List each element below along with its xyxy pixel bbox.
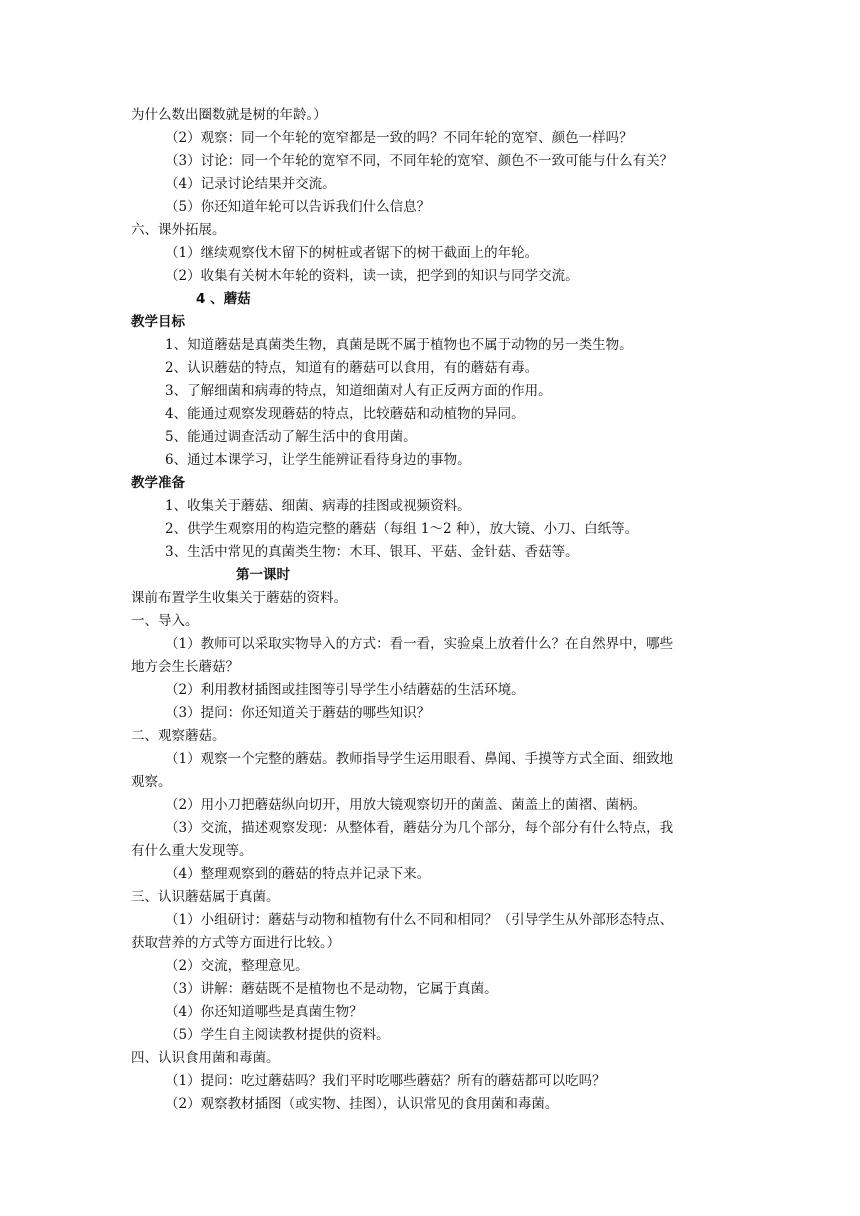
text-line: （1）观察一个完整的蘑菇。教师指导学生运用眼看、鼻闻、手摸等方式全面、细致地 — [165, 751, 674, 767]
text-line: （4）整理观察到的蘑菇的特点并记录下来。 — [165, 866, 431, 882]
text-line: （2）利用教材插图或挂图等引导学生小结蘑菇的生活环境。 — [165, 682, 525, 698]
preparation-heading: 教学准备 — [131, 475, 185, 491]
text-line: 获取营养的方式等方面进行比较。） — [131, 935, 341, 951]
section-heading: 六、课外拓展。 — [131, 222, 226, 238]
text-line: （4）记录讨论结果并交流。 — [165, 176, 336, 192]
text-line: （4）你还知道哪些是真菌生物？ — [165, 1004, 363, 1020]
text-line: （2）观察教材插图（或实物、挂图），认识常见的食用菌和毒菌。 — [165, 1096, 559, 1112]
text-line: （3）讲解：蘑菇既不是植物也不是动物，它属于真菌。 — [165, 981, 498, 997]
text-line: （3）交流，描述观察发现：从整体看，蘑菇分为几个部分，每个部分有什么特点，我 — [165, 820, 674, 836]
text-line: （3）提问：你还知道关于蘑菇的哪些知识？ — [165, 705, 431, 721]
text-line: 地方会生长蘑菇？ — [131, 659, 239, 675]
section-heading: 四、认识食用菌和毒菌。 — [131, 1050, 280, 1066]
objective-item: 4、能通过观察发现蘑菇的特点，比较蘑菇和动植物的异同。 — [165, 406, 525, 422]
text-line: （2）交流，整理意见。 — [165, 958, 309, 974]
text-line: （2）观察：同一个年轮的宽窄都是一致的吗？不同年轮的宽窄、颜色一样吗？ — [165, 130, 633, 146]
section-heading: 三、认识蘑菇属于真菌。 — [131, 889, 280, 905]
text-line: 观察。 — [131, 774, 172, 790]
preparation-item: 1、收集关于蘑菇、细菌、病毒的挂图或视频资料。 — [165, 498, 471, 514]
objective-item: 3、了解细菌和病毒的特点，知道细菌对人有正反两方面的作用。 — [165, 383, 552, 399]
text-line: （5）你还知道年轮可以告诉我们什么信息？ — [165, 199, 431, 215]
text-line: （1）提问：吃过蘑菇吗？我们平时吃哪些蘑菇？所有的蘑菇都可以吃吗？ — [165, 1073, 606, 1089]
text-line: （2）收集有关树木年轮的资料，读一读，把学到的知识与同学交流。 — [165, 268, 579, 284]
preparation-item: 3、生活中常见的真菌类生物：木耳、银耳、平菇、金针菇、香菇等。 — [165, 544, 579, 560]
text-line: 为什么数出圈数就是树的年龄。） — [131, 107, 327, 123]
objective-item: 6、通过本课学习，让学生能辨证看待身边的事物。 — [165, 452, 471, 468]
section-heading: 二、观察蘑菇。 — [131, 728, 226, 744]
text-line: （3）讨论：同一个年轮的宽窄不同，不同年轮的宽窄、颜色不一致可能与什么有关？ — [165, 153, 674, 169]
text-line: 有什么重大发现等。 — [131, 843, 253, 859]
text-line: （1）小组研讨：蘑菇与动物和植物有什么不同和相同？（引导学生从外部形态特点、 — [165, 912, 674, 928]
objectives-heading: 教学目标 — [131, 314, 185, 330]
text-line: 课前布置学生收集关于蘑菇的资料。 — [131, 590, 347, 606]
text-line: （1）继续观察伐木留下的树桩或者锯下的树干截面上的年轮。 — [165, 245, 539, 261]
text-line: （2）用小刀把蘑菇纵向切开，用放大镜观察切开的菌盖、菌盖上的菌褶、菌柄。 — [165, 797, 647, 813]
objective-item: 5、能通过调查活动了解生活中的食用菌。 — [165, 429, 417, 445]
preparation-item: 2、供学生观察用的构造完整的蘑菇（每组 1～2 种），放大镜、小刀、白纸等。 — [165, 521, 639, 537]
objective-item: 1、知道蘑菇是真菌类生物，真菌是既不属于植物也不属于动物的另一类生物。 — [165, 337, 633, 353]
class-period-heading: 第一课时 — [236, 567, 290, 583]
text-line: （1）教师可以采取实物导入的方式：看一看，实验桌上放着什么？在自然界中，哪些 — [165, 636, 674, 652]
section-heading: 一、导入。 — [131, 613, 199, 629]
lesson-title: 4 、蘑菇 — [196, 291, 251, 307]
objective-item: 2、认识蘑菇的特点，知道有的蘑菇可以食用，有的蘑菇有毒。 — [165, 360, 539, 376]
text-line: （5）学生自主阅读教材提供的资料。 — [165, 1027, 390, 1043]
